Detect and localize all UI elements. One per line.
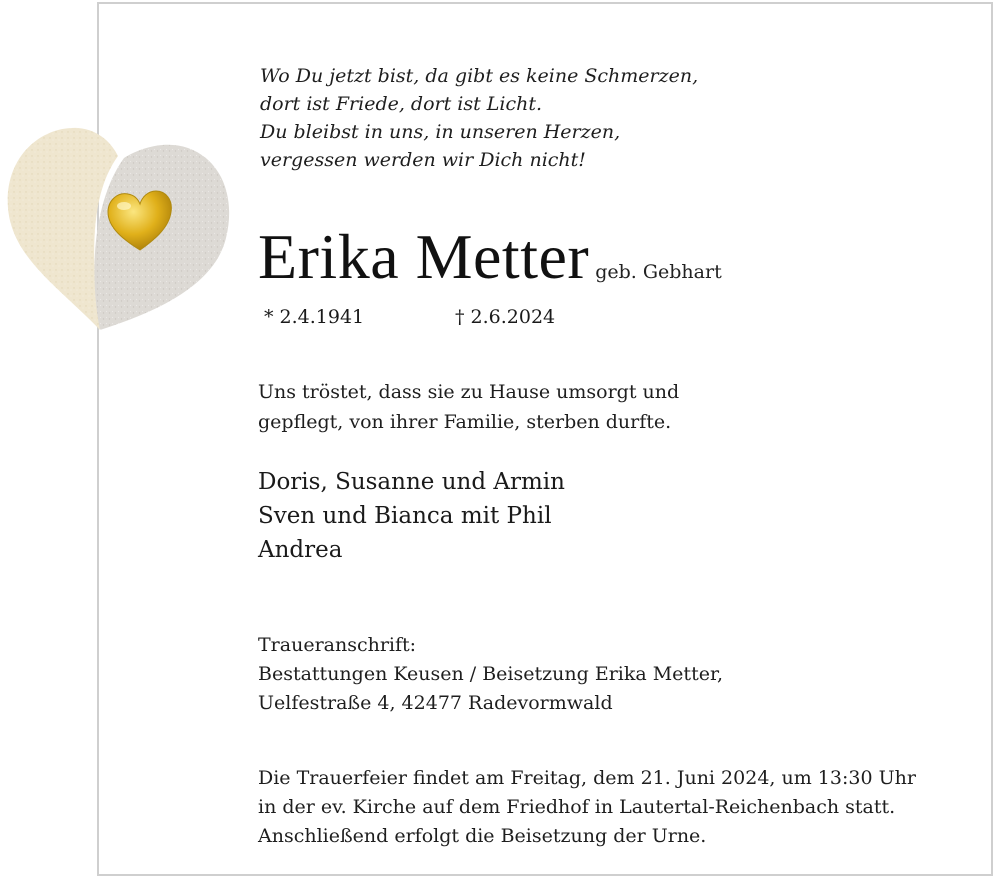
address-line: Traueranschrift: bbox=[258, 634, 417, 656]
death-date: † 2.6.2024 bbox=[455, 306, 556, 328]
memorial-poem bbox=[260, 62, 698, 174]
family-names bbox=[258, 465, 565, 567]
funeral-line: Anschließend erfolgt die Beisetzung der Urne. bbox=[258, 825, 707, 847]
birth-date: * 2.4.1941 bbox=[264, 306, 365, 328]
poem-line: dort ist Friede, dort ist Licht. bbox=[260, 93, 543, 115]
funeral-line: in der ev. Kirche auf dem Friedhof in Lautertal-Reichenbach statt. bbox=[258, 796, 896, 818]
birth-name: geb. Gebhart bbox=[595, 261, 722, 283]
family-line: Andrea bbox=[258, 537, 343, 563]
address-line: Bestattungen Keusen / Beisetzung Erika Metter, bbox=[258, 663, 723, 685]
poem-line: Wo Du jetzt bist, da gibt es keine Schmerzen, bbox=[260, 65, 699, 87]
family-line: Doris, Susanne und Armin bbox=[258, 469, 565, 495]
funeral-notice bbox=[258, 764, 916, 851]
consolation-line: gepflegt, von ihrer Familie, sterben durfte. bbox=[258, 411, 672, 433]
consolation-line: Uns tröstet, dass sie zu Hause umsorgt und bbox=[258, 381, 680, 403]
address-line: Uelfestraße 4, 42477 Radevormwald bbox=[258, 692, 613, 714]
heart-decoration bbox=[0, 118, 240, 343]
consolation-text bbox=[258, 377, 679, 437]
poem-line: Du bleibst in uns, in unseren Herzen, bbox=[260, 121, 621, 143]
deceased-name-line bbox=[258, 222, 722, 292]
deceased-name: Erika Metter bbox=[258, 221, 590, 292]
poem-line: vergessen werden wir Dich nicht! bbox=[260, 149, 586, 171]
family-line: Sven und Bianca mit Phil bbox=[258, 503, 552, 529]
heart-right-half bbox=[94, 145, 229, 330]
mourning-address bbox=[258, 631, 723, 718]
heart-icon bbox=[0, 118, 240, 343]
funeral-line: Die Trauerfeier findet am Freitag, dem 21. Juni 2024, um 13:30 Uhr bbox=[258, 767, 916, 789]
